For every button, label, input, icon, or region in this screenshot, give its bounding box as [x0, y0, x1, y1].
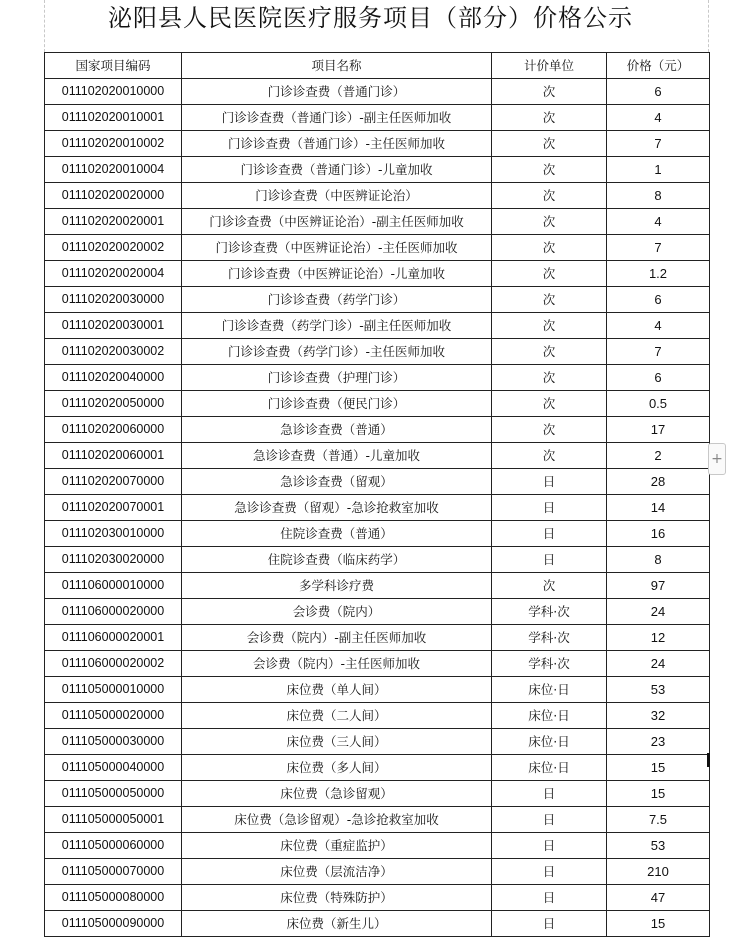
column-header-price: 价格（元）	[607, 53, 710, 79]
table-row	[45, 417, 710, 443]
cell-price: 15	[607, 781, 710, 807]
cell-code: 011105000060000	[45, 833, 182, 859]
cell-item-name: 门诊诊查费（药学门诊）-主任医师加收	[182, 339, 492, 365]
cell-unit: 日	[492, 833, 607, 859]
cell-item-name: 门诊诊查费（中医辨证论治）-主任医师加收	[182, 235, 492, 261]
cell-item-name: 住院诊查费（普通）	[182, 521, 492, 547]
cell-item-name: 门诊诊查费（中医辨证论治）-儿童加收	[182, 261, 492, 287]
cell-unit: 次	[492, 313, 607, 339]
cell-code: 011106000020000	[45, 599, 182, 625]
table-row	[45, 677, 710, 703]
cell-code: 011106000010000	[45, 573, 182, 599]
cell-price: 15	[607, 911, 710, 937]
cell-code: 011102020010001	[45, 105, 182, 131]
cell-item-name: 床位费（层流洁净）	[182, 859, 492, 885]
cell-unit: 次	[492, 105, 607, 131]
table-row	[45, 157, 710, 183]
cell-unit: 床位·日	[492, 703, 607, 729]
cell-code: 011102030010000	[45, 521, 182, 547]
cell-item-name: 会诊费（院内）	[182, 599, 492, 625]
page-title: 泌阳县人民医院医疗服务项目（部分）价格公示	[108, 4, 633, 32]
table-row	[45, 261, 710, 287]
cell-price: 210	[607, 859, 710, 885]
cell-unit: 学科·次	[492, 599, 607, 625]
cell-price: 28	[607, 469, 710, 495]
cell-unit: 日	[492, 885, 607, 911]
cell-item-name: 急诊诊查费（留观）	[182, 469, 492, 495]
cell-item-name: 床位费（特殊防护）	[182, 885, 492, 911]
cell-item-name: 床位费（三人间）	[182, 729, 492, 755]
cell-unit: 床位·日	[492, 755, 607, 781]
cell-unit: 次	[492, 235, 607, 261]
cell-unit: 日	[492, 521, 607, 547]
cell-code: 011105000080000	[45, 885, 182, 911]
cell-price: 14	[607, 495, 710, 521]
table-row	[45, 105, 710, 131]
cell-item-name: 床位费（单人间）	[182, 677, 492, 703]
cell-code: 011102020030000	[45, 287, 182, 313]
cell-item-name: 床位费（多人间）	[182, 755, 492, 781]
cell-price: 4	[607, 105, 710, 131]
table-row	[45, 573, 710, 599]
cell-unit: 次	[492, 261, 607, 287]
cell-item-name: 门诊诊查费（普通门诊）-副主任医师加收	[182, 105, 492, 131]
cell-code: 011102020030001	[45, 313, 182, 339]
cell-item-name: 门诊诊查费（中医辨证论治）-副主任医师加收	[182, 209, 492, 235]
cell-code: 011102020010004	[45, 157, 182, 183]
cell-item-name: 急诊诊查费（普通）-儿童加收	[182, 443, 492, 469]
cell-price: 6	[607, 365, 710, 391]
cell-unit: 日	[492, 547, 607, 573]
cell-price: 0.5	[607, 391, 710, 417]
table-row	[45, 79, 710, 105]
cell-unit: 次	[492, 391, 607, 417]
cell-unit: 学科·次	[492, 651, 607, 677]
cell-price: 24	[607, 651, 710, 677]
table-row	[45, 781, 710, 807]
cell-unit: 次	[492, 131, 607, 157]
cell-price: 4	[607, 313, 710, 339]
cell-price: 8	[607, 547, 710, 573]
table-row	[45, 807, 710, 833]
table-row	[45, 547, 710, 573]
cell-unit: 次	[492, 417, 607, 443]
table-row	[45, 521, 710, 547]
column-header-unit: 计价单位	[492, 53, 607, 79]
cell-code: 011105000030000	[45, 729, 182, 755]
cell-price: 7	[607, 339, 710, 365]
cell-code: 011105000010000	[45, 677, 182, 703]
cell-price: 6	[607, 79, 710, 105]
cell-price: 12	[607, 625, 710, 651]
cell-item-name: 门诊诊查费（普通门诊）-主任医师加收	[182, 131, 492, 157]
cell-code: 011102020020001	[45, 209, 182, 235]
cell-code: 011102020020004	[45, 261, 182, 287]
cell-price: 53	[607, 677, 710, 703]
cell-code: 011102020070001	[45, 495, 182, 521]
table-row	[45, 131, 710, 157]
cell-code: 011105000020000	[45, 703, 182, 729]
cell-unit: 次	[492, 183, 607, 209]
cell-price: 53	[607, 833, 710, 859]
cell-item-name: 门诊诊查费（普通门诊）-儿童加收	[182, 157, 492, 183]
cell-price: 24	[607, 599, 710, 625]
cell-item-name: 门诊诊查费（药学门诊）-副主任医师加收	[182, 313, 492, 339]
table-row	[45, 391, 710, 417]
cell-unit: 日	[492, 469, 607, 495]
cell-code: 011102020070000	[45, 469, 182, 495]
add-column-button[interactable]: +	[708, 443, 726, 475]
table-row	[45, 339, 710, 365]
cell-price: 7	[607, 235, 710, 261]
cell-unit: 日	[492, 495, 607, 521]
cell-item-name: 急诊诊查费（普通）	[182, 417, 492, 443]
cell-item-name: 住院诊查费（临床药学）	[182, 547, 492, 573]
table-row	[45, 885, 710, 911]
cell-code: 011106000020002	[45, 651, 182, 677]
cell-unit: 次	[492, 339, 607, 365]
cell-price: 1.2	[607, 261, 710, 287]
cell-code: 011106000020001	[45, 625, 182, 651]
cell-code: 011102020060000	[45, 417, 182, 443]
table-row	[45, 625, 710, 651]
cell-unit: 次	[492, 365, 607, 391]
cell-price: 23	[607, 729, 710, 755]
cell-code: 011102030020000	[45, 547, 182, 573]
cell-code: 011105000070000	[45, 859, 182, 885]
table-row	[45, 651, 710, 677]
cell-code: 011105000090000	[45, 911, 182, 937]
cell-unit: 次	[492, 157, 607, 183]
cell-code: 011102020010002	[45, 131, 182, 157]
cell-unit: 次	[492, 573, 607, 599]
table-row	[45, 495, 710, 521]
cell-code: 011105000050001	[45, 807, 182, 833]
table-row	[45, 859, 710, 885]
cell-price: 1	[607, 157, 710, 183]
table-row	[45, 183, 710, 209]
cell-item-name: 多学科诊疗费	[182, 573, 492, 599]
cell-item-name: 床位费（新生儿）	[182, 911, 492, 937]
table-row	[45, 287, 710, 313]
cell-code: 011105000040000	[45, 755, 182, 781]
cell-item-name: 床位费（重症监护）	[182, 833, 492, 859]
cell-unit: 床位·日	[492, 677, 607, 703]
cell-item-name: 急诊诊查费（留观）-急诊抢救室加收	[182, 495, 492, 521]
cell-unit: 次	[492, 287, 607, 313]
cell-code: 011105000050000	[45, 781, 182, 807]
cell-item-name: 会诊费（院内）-主任医师加收	[182, 651, 492, 677]
table-row	[45, 469, 710, 495]
cell-price: 7	[607, 131, 710, 157]
table-row	[45, 365, 710, 391]
text-cursor-mark	[707, 753, 710, 767]
cell-price: 47	[607, 885, 710, 911]
cell-price: 6	[607, 287, 710, 313]
cell-unit: 学科·次	[492, 625, 607, 651]
cell-item-name: 床位费（急诊留观）	[182, 781, 492, 807]
cell-item-name: 床位费（二人间）	[182, 703, 492, 729]
cell-unit: 次	[492, 209, 607, 235]
cell-price: 2	[607, 443, 710, 469]
price-table	[44, 52, 710, 937]
cell-price: 15	[607, 755, 710, 781]
cell-item-name: 门诊诊查费（便民门诊）	[182, 391, 492, 417]
cell-price: 4	[607, 209, 710, 235]
table-row	[45, 911, 710, 937]
table-row	[45, 599, 710, 625]
cell-unit: 日	[492, 859, 607, 885]
cell-code: 011102020060001	[45, 443, 182, 469]
table-row	[45, 833, 710, 859]
table-row	[45, 729, 710, 755]
table-row	[45, 313, 710, 339]
cell-code: 011102020020002	[45, 235, 182, 261]
table-row	[45, 755, 710, 781]
cell-price: 16	[607, 521, 710, 547]
table-row	[45, 235, 710, 261]
cell-code: 011102020020000	[45, 183, 182, 209]
cell-unit: 次	[492, 443, 607, 469]
cell-code: 011102020030002	[45, 339, 182, 365]
cell-unit: 日	[492, 911, 607, 937]
cell-price: 32	[607, 703, 710, 729]
cell-item-name: 床位费（急诊留观）-急诊抢救室加收	[182, 807, 492, 833]
cell-unit: 次	[492, 79, 607, 105]
table-body	[45, 79, 710, 937]
cell-item-name: 门诊诊查费（护理门诊）	[182, 365, 492, 391]
table-header-row	[45, 53, 710, 79]
cell-price: 8	[607, 183, 710, 209]
cell-item-name: 门诊诊查费（中医辨证论治）	[182, 183, 492, 209]
cell-price: 97	[607, 573, 710, 599]
cell-code: 011102020010000	[45, 79, 182, 105]
column-header-name: 项目名称	[182, 53, 492, 79]
cell-price: 7.5	[607, 807, 710, 833]
cell-code: 011102020040000	[45, 365, 182, 391]
cell-item-name: 门诊诊查费（药学门诊）	[182, 287, 492, 313]
cell-item-name: 会诊费（院内）-副主任医师加收	[182, 625, 492, 651]
cell-price: 17	[607, 417, 710, 443]
table-row	[45, 703, 710, 729]
cell-item-name: 门诊诊查费（普通门诊）	[182, 79, 492, 105]
cell-code: 011102020050000	[45, 391, 182, 417]
cell-unit: 床位·日	[492, 729, 607, 755]
table-row	[45, 209, 710, 235]
table-row	[45, 443, 710, 469]
cell-unit: 日	[492, 781, 607, 807]
cell-unit: 日	[492, 807, 607, 833]
column-header-code: 国家项目编码	[45, 53, 182, 79]
